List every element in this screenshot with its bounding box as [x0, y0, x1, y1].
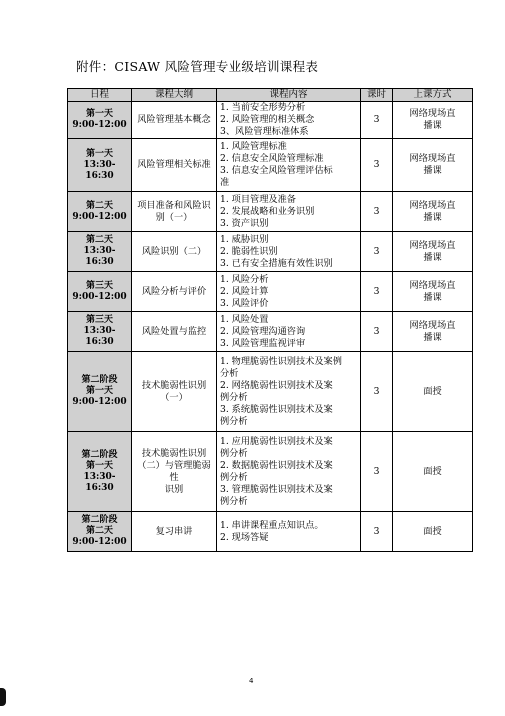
schedule-cell-line: 13:30-16:30: [83, 326, 116, 347]
outline-cell: [132, 352, 217, 432]
edge-handle: [0, 688, 6, 706]
method-cell: [393, 352, 473, 432]
method-cell-line: 网络现场直: [409, 108, 456, 119]
content-cell-line: 1. 风险管理标准: [220, 141, 287, 152]
content-cell: [217, 232, 361, 272]
hours-cell: 3: [361, 432, 393, 512]
outline-cell-line: 风险管理相关标准: [137, 159, 211, 170]
table-row: [68, 139, 473, 192]
method-cell-line: 网络现场直: [409, 199, 456, 211]
outline-cell-line: 风险处置与监控: [141, 325, 207, 337]
hours-cell: 3: [361, 102, 393, 139]
content-cell-line: 3. 系统脆弱性识别技术及案: [220, 403, 333, 415]
method-cell-line: 面授: [423, 385, 442, 397]
outline-cell: [132, 512, 217, 552]
schedule-cell-line: 13:30-16:30: [83, 159, 116, 181]
content-cell: [217, 192, 361, 232]
method-cell-line: 网络现场直: [409, 279, 456, 291]
content-cell: [217, 352, 361, 432]
schedule-cell-line: 第三天: [85, 280, 113, 291]
schedule-cell: [68, 232, 132, 272]
hours-cell: 3: [361, 139, 393, 192]
schedule-cell-line: 9:00-12:00: [72, 397, 127, 407]
page-number: 4: [249, 677, 254, 685]
header-hours: 课时: [361, 89, 393, 102]
schedule-cell-line: 9:00-12:00: [72, 537, 127, 547]
schedule-cell-line: 第二阶段: [81, 375, 118, 385]
content-cell-line: 1. 当前安全形势分析: [220, 102, 306, 113]
outline-cell: [132, 102, 217, 139]
schedule-cell-line: 第三天: [85, 315, 113, 325]
content-cell-line: 2. 信息安全风险管理标准: [220, 153, 324, 164]
content-cell-line: 1. 项目管理及准备: [220, 193, 296, 205]
content-cell-line: 3. 风险管理监视评审: [220, 337, 306, 349]
content-cell-line: 2. 数据脆弱性识别技术及案: [220, 459, 333, 471]
table-row: [68, 432, 473, 512]
schedule-cell-line: 第一天: [85, 386, 113, 396]
schedule-cell-line: 9:00-12:00: [72, 211, 127, 222]
hours-cell: 3: [361, 512, 393, 552]
schedule-cell-line: 9:00-12:00: [72, 291, 127, 302]
method-cell-line: 面授: [423, 525, 442, 537]
method-cell: [393, 432, 473, 512]
hours-cell: 3: [361, 352, 393, 432]
outline-cell-line: （二）与管理脆弱性: [137, 459, 211, 483]
table-row: [68, 232, 473, 272]
content-cell-line: 1. 威胁识别: [220, 233, 269, 245]
schedule-cell: [68, 102, 132, 139]
schedule-cell: [68, 272, 132, 312]
header-schedule: 日程: [68, 89, 132, 102]
hours-cell: 3: [361, 192, 393, 232]
outline-cell-line: 别（一）: [155, 211, 193, 223]
schedule-cell-line: 第二阶段: [81, 449, 118, 460]
schedule-cell-line: 第二天: [85, 526, 113, 536]
outline-cell-line: 复习串讲: [155, 525, 193, 537]
content-cell-line: 准: [220, 177, 230, 188]
content-cell-line: 3. 风险评价: [220, 297, 269, 309]
table-row: [68, 102, 473, 139]
content-cell-line: 例分析: [220, 447, 248, 459]
outline-cell: [132, 272, 217, 312]
table-body: [68, 102, 473, 552]
hours-cell: 3: [361, 232, 393, 272]
content-cell-line: 例分析: [220, 391, 248, 403]
content-cell: [217, 512, 361, 552]
schedule-cell-line: 第二天: [85, 200, 113, 211]
content-cell-line: 2. 脆弱性识别: [220, 245, 278, 257]
method-cell-line: 播课: [423, 165, 442, 176]
method-cell: [393, 232, 473, 272]
outline-cell-line: （一）: [160, 391, 188, 403]
header-content: 课程内容: [217, 89, 361, 102]
header-method: 上课方式: [393, 89, 473, 102]
content-cell-line: 分析: [220, 367, 239, 379]
method-cell-line: 播课: [423, 291, 442, 303]
table-row: [68, 272, 473, 312]
outline-cell: [132, 312, 217, 352]
content-cell-line: 2. 现场答疑: [220, 531, 269, 543]
schedule-cell: [68, 312, 132, 352]
course-schedule-table: [67, 88, 473, 552]
table-row: [68, 312, 473, 352]
method-cell: [393, 192, 473, 232]
method-cell: [393, 312, 473, 352]
method-cell: [393, 272, 473, 312]
schedule-cell-line: 13:30-16:30: [83, 246, 116, 267]
schedule-cell: [68, 432, 132, 512]
content-cell-line: 例分析: [220, 471, 248, 483]
method-cell-line: 网络现场直: [409, 153, 456, 164]
content-cell-line: 3. 管理脆弱性识别技术及案: [220, 483, 333, 495]
content-cell-line: 1. 物理脆弱性识别技术及案例: [220, 355, 342, 367]
content-cell-line: 1. 风险分析: [220, 273, 269, 285]
header-outline: 课程大纲: [132, 89, 217, 102]
schedule-cell-line: 第二天: [85, 235, 113, 245]
schedule-cell: [68, 139, 132, 192]
content-cell: [217, 272, 361, 312]
outline-cell-line: 风险分析与评价: [141, 285, 207, 297]
content-cell: [217, 432, 361, 512]
content-cell-line: 2. 网络脆弱性识别技术及案: [220, 379, 333, 391]
outline-cell-line: 风险识别（二）: [141, 245, 207, 257]
schedule-cell-line: 9:00-12:00: [72, 120, 127, 130]
content-cell: [217, 139, 361, 192]
method-cell: [393, 102, 473, 139]
method-cell: [393, 139, 473, 192]
content-cell-line: 1. 风险处置: [220, 313, 269, 325]
method-cell-line: 播课: [423, 120, 442, 131]
method-cell-line: 播课: [423, 211, 442, 223]
content-cell-line: 例分析: [220, 415, 248, 427]
content-cell-line: 3、风险管理标准体系: [220, 126, 309, 137]
content-cell-line: 2. 风险管理沟通咨询: [220, 325, 306, 337]
content-cell-line: 2. 发展战略和业务识别: [220, 205, 315, 217]
table-header-row: [68, 89, 473, 102]
table-row: [68, 192, 473, 232]
schedule-cell: [68, 352, 132, 432]
content-cell-line: 3. 资产识别: [220, 217, 269, 229]
outline-cell-line: 技术脆弱性识别: [141, 447, 207, 459]
method-cell-line: 面授: [423, 465, 442, 477]
method-cell-line: 网络现场直: [409, 319, 456, 331]
method-cell-line: 播课: [423, 251, 442, 263]
content-cell: [217, 312, 361, 352]
content-cell-line: 3. 已有安全措施有效性识别: [220, 257, 333, 269]
outline-cell: [132, 139, 217, 192]
method-cell-line: 播课: [423, 331, 442, 343]
table-row: [68, 512, 473, 552]
outline-cell-line: 识别: [164, 483, 184, 495]
schedule-cell: [68, 512, 132, 552]
outline-cell-line: 风险管理基本概念: [137, 114, 211, 125]
content-cell-line: 1. 串讲课程重点知识点。: [220, 519, 324, 531]
outline-cell: [132, 432, 217, 512]
content-cell: [217, 102, 361, 139]
outline-cell-line: 项目准备和风险识: [137, 199, 211, 211]
schedule-cell-line: 第二阶段: [81, 515, 118, 525]
method-cell: [393, 512, 473, 552]
schedule-cell-line: 第一天: [85, 109, 113, 119]
table-row: [68, 352, 473, 432]
content-cell-line: 2. 风险管理的相关概念: [220, 114, 315, 125]
content-cell-line: 例分析: [220, 495, 248, 507]
schedule-cell-line: 第一天: [85, 460, 113, 471]
hours-cell: 3: [361, 312, 393, 352]
outline-cell: [132, 192, 217, 232]
outline-cell: [132, 232, 217, 272]
content-cell-line: 1. 应用脆弱性识别技术及案: [220, 435, 333, 447]
hours-cell: 3: [361, 272, 393, 312]
method-cell-line: 网络现场直: [409, 239, 456, 251]
document-title: 附件：CISAW 风险管理专业级培训课程表: [76, 59, 319, 74]
content-cell-line: 3. 信息安全风险管理评估标: [220, 165, 333, 176]
schedule-cell-line: 第一天: [85, 148, 113, 159]
content-cell-line: 2. 风险计算: [220, 285, 269, 297]
schedule-cell-line: 13:30-16:30: [83, 471, 116, 493]
outline-cell-line: 技术脆弱性识别: [141, 379, 207, 391]
schedule-cell: [68, 192, 132, 232]
